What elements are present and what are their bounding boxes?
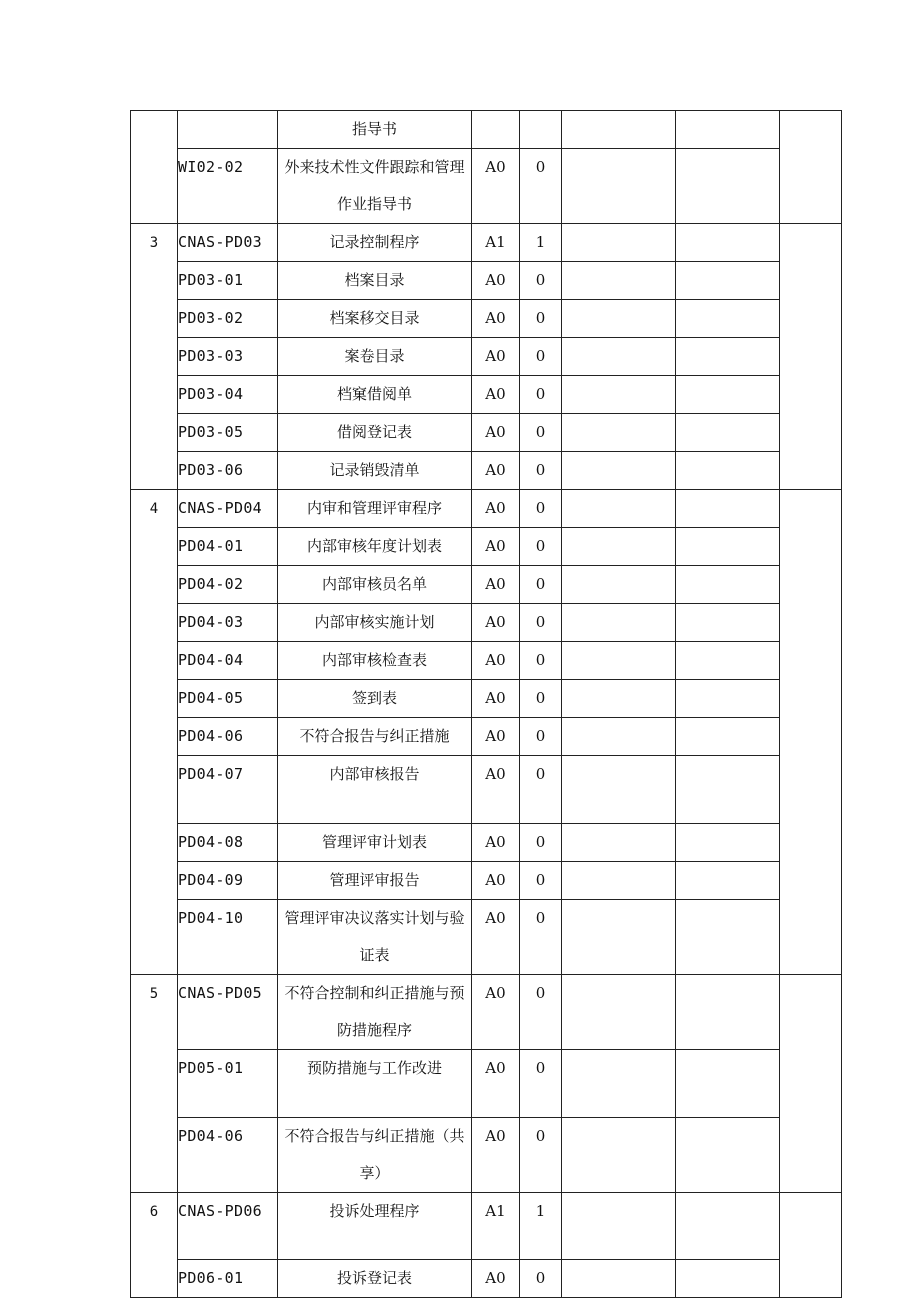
- document-name: 记录控制程序: [329, 233, 420, 251]
- document-code-cell: [178, 262, 278, 300]
- revision-cell: [520, 338, 562, 376]
- version: A0: [485, 158, 506, 176]
- document-name: 档案目录: [344, 271, 405, 289]
- version-cell: [472, 300, 520, 338]
- blank-cell: [562, 1193, 676, 1260]
- document-code-cell: [178, 338, 278, 376]
- document-name-cell: [278, 824, 472, 862]
- table-row: [131, 224, 842, 262]
- document-code: CNAS-PD06: [178, 1202, 262, 1220]
- version-cell: [472, 1118, 520, 1193]
- document-name: 内部审核报告: [329, 765, 420, 783]
- blank-cell: [562, 300, 676, 338]
- version-cell: [472, 900, 520, 975]
- blank-cell: [562, 490, 676, 528]
- document-code-cell: [178, 680, 278, 718]
- blank-cell: [676, 338, 780, 376]
- revision: 0: [535, 651, 546, 669]
- table-row: [131, 452, 842, 490]
- document-code: PD04-05: [178, 689, 244, 707]
- document-code-cell: [178, 1193, 278, 1260]
- document-code-cell: [178, 756, 278, 824]
- blank-cell: [676, 376, 780, 414]
- document-name-cell: [278, 566, 472, 604]
- table-row: [131, 862, 842, 900]
- document-name-cell: [278, 376, 472, 414]
- version: A0: [485, 909, 506, 927]
- document-name-cell: [278, 642, 472, 680]
- group-number: 3: [149, 235, 159, 251]
- blank-cell: [676, 900, 780, 975]
- document-code: PD04-03: [178, 613, 244, 631]
- revision-cell: [520, 262, 562, 300]
- revision-cell: [520, 1050, 562, 1118]
- blank-cell: [562, 1260, 676, 1298]
- document-name-cell: [278, 300, 472, 338]
- blank-cell: [562, 642, 676, 680]
- document-code-cell: [178, 414, 278, 452]
- version: A0: [485, 651, 506, 669]
- version: A0: [485, 765, 506, 783]
- version: A0: [485, 1059, 506, 1077]
- revision-cell: [520, 824, 562, 862]
- document-name: 档案移交目录: [329, 309, 420, 327]
- document-name: 内部审核员名单: [321, 575, 427, 593]
- version-cell: [472, 718, 520, 756]
- document-code: WI02-02: [178, 158, 244, 176]
- document-code: PD06-01: [178, 1269, 244, 1287]
- document-name-cell: [278, 1193, 472, 1260]
- document-list-table: [130, 110, 842, 1298]
- document-name: 管理评审决议落实计划与验证表: [284, 909, 465, 964]
- document-name: 外来技术性文件跟踪和管理作业指导书: [284, 158, 465, 213]
- document-code-cell: [178, 1260, 278, 1298]
- group-number-cell: [131, 224, 178, 490]
- table-row: [131, 300, 842, 338]
- document-code: PD04-04: [178, 651, 244, 669]
- blank-cell: [562, 1050, 676, 1118]
- table-row: [131, 528, 842, 566]
- group-number-cell: [131, 1193, 178, 1298]
- document-name: 内审和管理评审程序: [306, 499, 442, 517]
- blank-cell: [676, 452, 780, 490]
- blank-cell: [562, 528, 676, 566]
- document-name: 档窠借阅单: [336, 385, 412, 403]
- revision-cell: [520, 680, 562, 718]
- revision-cell: [520, 414, 562, 452]
- document-code: CNAS-PD03: [178, 233, 262, 251]
- document-name: 内部审核检查表: [321, 651, 427, 669]
- blank-cell: [676, 680, 780, 718]
- document-code: PD03-03: [178, 347, 244, 365]
- blank-cell: [676, 756, 780, 824]
- revision: 0: [535, 613, 546, 631]
- document-code-cell: [178, 900, 278, 975]
- revision: 0: [535, 1269, 546, 1287]
- blank-cell: [562, 111, 676, 149]
- blank-cell: [562, 680, 676, 718]
- version: A0: [485, 499, 506, 517]
- blank-cell: [562, 604, 676, 642]
- document-name: 管理评审计划表: [321, 833, 427, 851]
- table-row: [131, 824, 842, 862]
- version: A0: [485, 309, 506, 327]
- document-code: CNAS-PD04: [178, 499, 262, 517]
- document-name: 记录销毁清单: [329, 461, 420, 479]
- blank-cell: [562, 149, 676, 224]
- revision-cell: [520, 376, 562, 414]
- version-cell: [472, 756, 520, 824]
- document-name-cell: [278, 756, 472, 824]
- table-row: [131, 900, 842, 975]
- document-name-cell: [278, 604, 472, 642]
- revision: 0: [535, 347, 546, 365]
- document-code-cell: [178, 376, 278, 414]
- document-name: 投诉登记表: [336, 1269, 412, 1287]
- version-cell: [472, 566, 520, 604]
- table-row: [131, 566, 842, 604]
- document-code: PD04-02: [178, 575, 244, 593]
- version: A1: [485, 1202, 506, 1220]
- document-code: CNAS-PD05: [178, 984, 262, 1002]
- document-name-cell: [278, 680, 472, 718]
- table-row: [131, 718, 842, 756]
- group-number: 5: [149, 986, 159, 1002]
- document-name-cell: [278, 414, 472, 452]
- table-row: [131, 1050, 842, 1118]
- document-code-cell: [178, 824, 278, 862]
- document-code: PD03-04: [178, 385, 244, 403]
- blank-cell: [676, 414, 780, 452]
- table-row: [131, 1193, 842, 1260]
- document-code: PD03-01: [178, 271, 244, 289]
- blank-cell: [562, 262, 676, 300]
- revision-cell: [520, 756, 562, 824]
- version-cell: [472, 680, 520, 718]
- revision: 0: [535, 765, 546, 783]
- revision: 0: [535, 727, 546, 745]
- blank-cell: [676, 224, 780, 262]
- revision: 0: [535, 1059, 546, 1077]
- document-code-cell: [178, 149, 278, 224]
- document-name: 不符合控制和纠正措施与预防措施程序: [284, 984, 465, 1039]
- version: A0: [485, 461, 506, 479]
- revision: 1: [535, 233, 546, 251]
- document-name-cell: [278, 149, 472, 224]
- document-name: 内部审核年度计划表: [306, 537, 442, 555]
- revision-cell: [520, 566, 562, 604]
- document-code-cell: [178, 224, 278, 262]
- blank-cell: [676, 300, 780, 338]
- blank-cell: [562, 338, 676, 376]
- revision: 1: [535, 1202, 546, 1220]
- document-name-cell: [278, 1260, 472, 1298]
- revision: 0: [535, 984, 546, 1002]
- version-cell: [472, 414, 520, 452]
- version-cell: [472, 604, 520, 642]
- blank-cell: [676, 566, 780, 604]
- blank-cell: [562, 224, 676, 262]
- blank-cell: [676, 1050, 780, 1118]
- document-name: 借阅登记表: [336, 423, 412, 441]
- table-row: [131, 490, 842, 528]
- revision-cell: [520, 300, 562, 338]
- document-name: 管理评审报告: [329, 871, 420, 889]
- revision-cell: [520, 528, 562, 566]
- revision-cell: [520, 1193, 562, 1260]
- version: A0: [485, 537, 506, 555]
- document-code-cell: [178, 975, 278, 1050]
- blank-cell: [676, 1193, 780, 1260]
- table-row: [131, 604, 842, 642]
- document-name: 不符合报告与纠正措施（共享）: [284, 1127, 465, 1182]
- group-number: 6: [149, 1204, 159, 1220]
- document-code: PD04-01: [178, 537, 244, 555]
- document-code-cell: [178, 528, 278, 566]
- table-row: [131, 338, 842, 376]
- document-code: PD04-08: [178, 833, 244, 851]
- document-name-cell: [278, 490, 472, 528]
- revision-cell: [520, 1118, 562, 1193]
- document-code: PD05-01: [178, 1059, 244, 1077]
- document-code-cell: [178, 1118, 278, 1193]
- blank-cell: [676, 111, 780, 149]
- blank-cell: [562, 1118, 676, 1193]
- document-code: PD03-05: [178, 423, 244, 441]
- version: A0: [485, 575, 506, 593]
- version-cell: [472, 490, 520, 528]
- blank-cell: [676, 1118, 780, 1193]
- version: A0: [485, 689, 506, 707]
- revision: 0: [535, 499, 546, 517]
- document-code: PD04-10: [178, 909, 244, 927]
- version-cell: [472, 528, 520, 566]
- revision: 0: [535, 158, 546, 176]
- document-name: 内部审核实施计划: [314, 613, 435, 631]
- document-code-cell: [178, 642, 278, 680]
- revision: 0: [535, 833, 546, 851]
- document-code-cell: [178, 566, 278, 604]
- version: A0: [485, 984, 506, 1002]
- revision: 0: [535, 871, 546, 889]
- table-row: [131, 414, 842, 452]
- version: A0: [485, 727, 506, 745]
- revision: 0: [535, 385, 546, 403]
- blank-cell: [676, 604, 780, 642]
- table-row: [131, 680, 842, 718]
- table-row: [131, 642, 842, 680]
- table-row: [131, 111, 842, 149]
- table-row: [131, 262, 842, 300]
- revision-cell: [520, 452, 562, 490]
- revision: 0: [535, 271, 546, 289]
- revision: 0: [535, 309, 546, 327]
- version-cell: [472, 1193, 520, 1260]
- document-name-cell: [278, 224, 472, 262]
- blank-cell: [562, 718, 676, 756]
- blank-cell: [676, 862, 780, 900]
- version: A0: [485, 423, 506, 441]
- version: A0: [485, 1269, 506, 1287]
- revision-cell: [520, 642, 562, 680]
- document-code-cell: [178, 862, 278, 900]
- blank-cell: [562, 900, 676, 975]
- blank-cell: [676, 1260, 780, 1298]
- blank-cell: [562, 975, 676, 1050]
- version: A0: [485, 613, 506, 631]
- revision: 0: [535, 461, 546, 479]
- version-cell: [472, 224, 520, 262]
- document-name: 指导书: [351, 120, 397, 138]
- document-name-cell: [278, 975, 472, 1050]
- document-code-cell: [178, 452, 278, 490]
- version-cell: [472, 824, 520, 862]
- version-cell: [472, 111, 520, 149]
- blank-cell: [562, 756, 676, 824]
- document-name-cell: [278, 111, 472, 149]
- document-code: PD04-06: [178, 1127, 244, 1145]
- revision: 0: [535, 689, 546, 707]
- table-row: [131, 1260, 842, 1298]
- version: A1: [485, 233, 506, 251]
- blank-cell: [562, 452, 676, 490]
- revision-cell: [520, 604, 562, 642]
- blank-cell: [562, 414, 676, 452]
- version: A0: [485, 1127, 506, 1145]
- table-row: [131, 376, 842, 414]
- version: A0: [485, 871, 506, 889]
- revision-cell: [520, 862, 562, 900]
- document-name-cell: [278, 900, 472, 975]
- remarks-cell: [780, 224, 842, 490]
- document-code-cell: [178, 604, 278, 642]
- group-number-cell: [131, 111, 178, 224]
- document-name-cell: [278, 862, 472, 900]
- document-name-cell: [278, 1050, 472, 1118]
- blank-cell: [676, 262, 780, 300]
- document-name: 不符合报告与纠正措施: [299, 727, 450, 745]
- revision-cell: [520, 490, 562, 528]
- document-name-cell: [278, 718, 472, 756]
- revision: 0: [535, 423, 546, 441]
- document-name-cell: [278, 338, 472, 376]
- document-name: 案卷目录: [344, 347, 405, 365]
- document-code-cell: [178, 111, 278, 149]
- revision: 0: [535, 575, 546, 593]
- revision-cell: [520, 975, 562, 1050]
- revision-cell: [520, 1260, 562, 1298]
- document-name-cell: [278, 1118, 472, 1193]
- blank-cell: [676, 490, 780, 528]
- revision: 0: [535, 909, 546, 927]
- version-cell: [472, 376, 520, 414]
- blank-cell: [676, 149, 780, 224]
- document-name: 预防措施与工作改进: [306, 1059, 442, 1077]
- version-cell: [472, 975, 520, 1050]
- document-code: PD03-06: [178, 461, 244, 479]
- revision-cell: [520, 111, 562, 149]
- document-name-cell: [278, 452, 472, 490]
- revision: 0: [535, 1127, 546, 1145]
- revision-cell: [520, 224, 562, 262]
- version-cell: [472, 452, 520, 490]
- group-number-cell: [131, 975, 178, 1193]
- blank-cell: [562, 566, 676, 604]
- blank-cell: [676, 642, 780, 680]
- table-row: [131, 149, 842, 224]
- version-cell: [472, 1050, 520, 1118]
- table-row: [131, 756, 842, 824]
- version: A0: [485, 271, 506, 289]
- revision-cell: [520, 149, 562, 224]
- version-cell: [472, 262, 520, 300]
- blank-cell: [562, 376, 676, 414]
- document-name-cell: [278, 262, 472, 300]
- group-number-cell: [131, 490, 178, 975]
- table-row: [131, 975, 842, 1050]
- version-cell: [472, 642, 520, 680]
- document-name: 签到表: [351, 689, 397, 707]
- remarks-cell: [780, 975, 842, 1193]
- document-name: 投诉处理程序: [329, 1202, 420, 1220]
- blank-cell: [676, 528, 780, 566]
- table-row: [131, 1118, 842, 1193]
- remarks-cell: [780, 111, 842, 224]
- document-code: PD03-02: [178, 309, 244, 327]
- revision-cell: [520, 718, 562, 756]
- version-cell: [472, 862, 520, 900]
- revision-cell: [520, 900, 562, 975]
- group-number: 4: [149, 501, 159, 517]
- revision: 0: [535, 537, 546, 555]
- remarks-cell: [780, 490, 842, 975]
- document-code: PD04-07: [178, 765, 244, 783]
- version-cell: [472, 1260, 520, 1298]
- document-code-cell: [178, 718, 278, 756]
- document-code-cell: [178, 1050, 278, 1118]
- document-code: PD04-06: [178, 727, 244, 745]
- blank-cell: [676, 975, 780, 1050]
- document-code: PD04-09: [178, 871, 244, 889]
- version: A0: [485, 385, 506, 403]
- blank-cell: [562, 824, 676, 862]
- version-cell: [472, 149, 520, 224]
- document-name-cell: [278, 528, 472, 566]
- document-code-cell: [178, 490, 278, 528]
- document-code-cell: [178, 300, 278, 338]
- version: A0: [485, 833, 506, 851]
- version: A0: [485, 347, 506, 365]
- version-cell: [472, 338, 520, 376]
- blank-cell: [562, 862, 676, 900]
- blank-cell: [676, 824, 780, 862]
- remarks-cell: [780, 1193, 842, 1298]
- blank-cell: [676, 718, 780, 756]
